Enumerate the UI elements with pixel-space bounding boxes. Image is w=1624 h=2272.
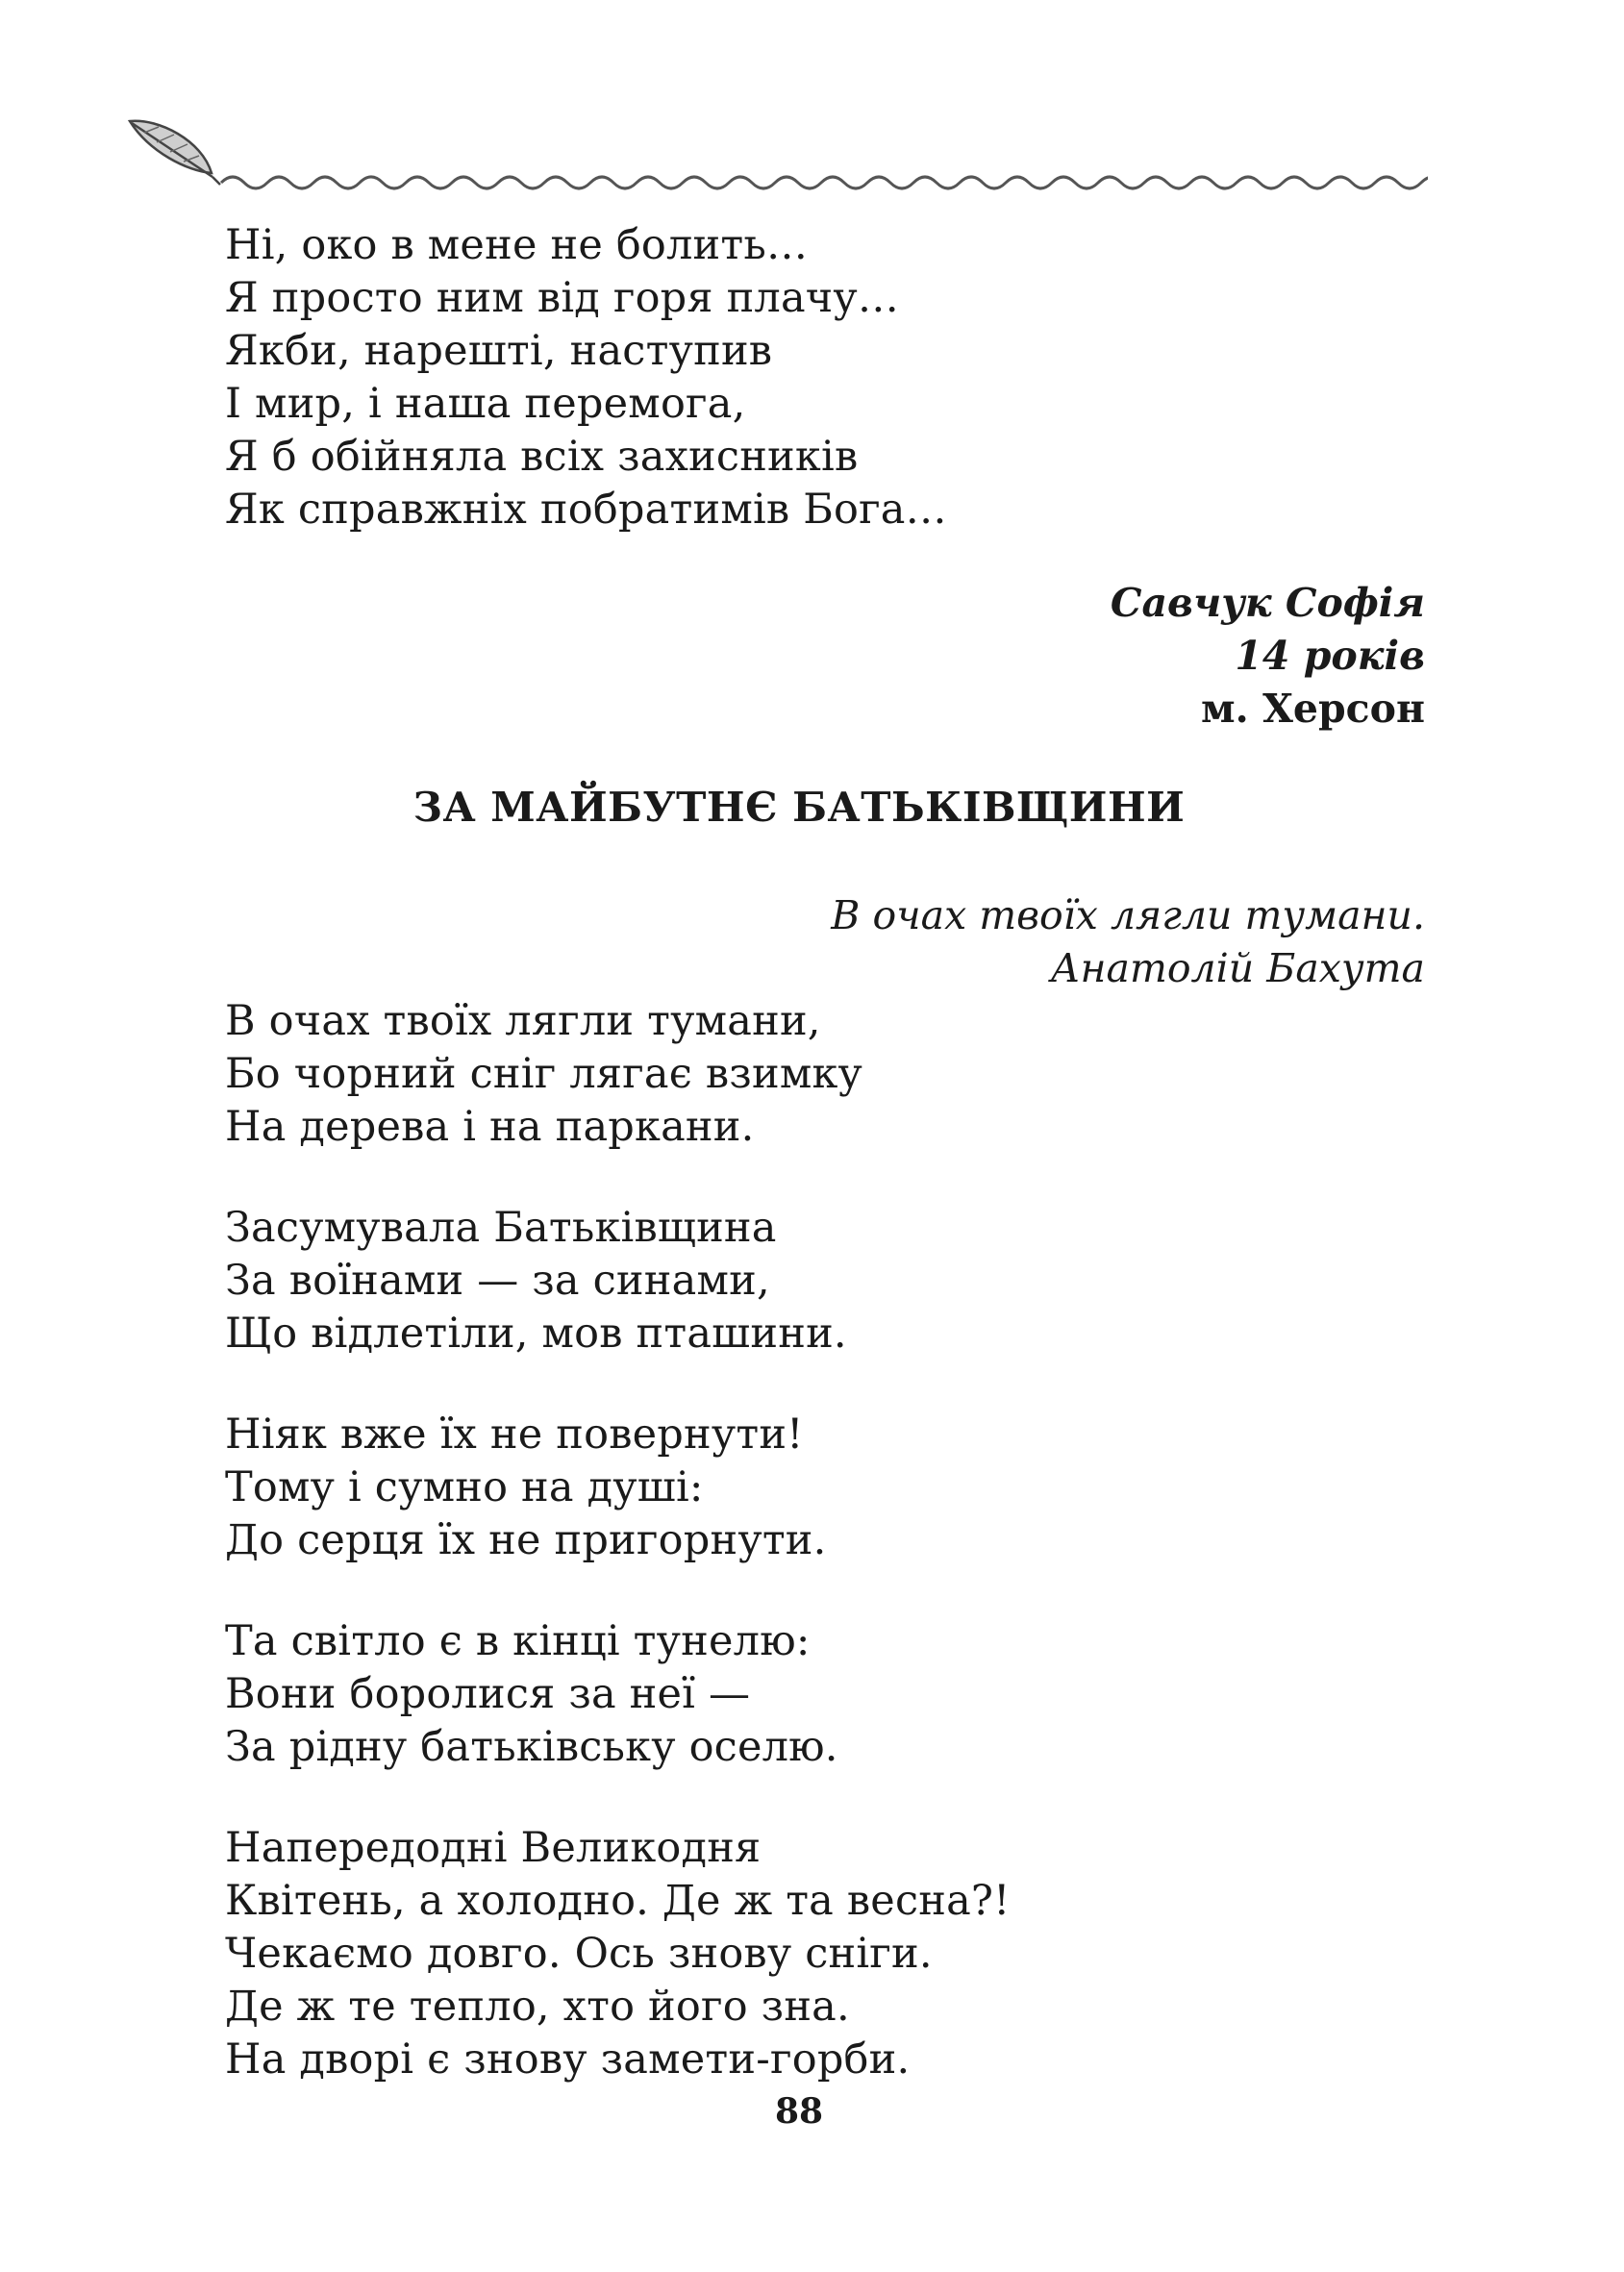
poem-line: Бо чорний сніг лягає взимку (225, 1050, 863, 1098)
author-name: Савчук Софія (1110, 580, 1425, 626)
poem-line: Засумувала Батьківщина (225, 1204, 777, 1252)
poem-line: Напередодні Великодня (225, 1824, 762, 1872)
poem-title: ЗА МАЙБУТНЄ БАТЬКІВЩИНИ (412, 784, 1186, 831)
poem-line: Та світло є в кінці тунелю: (225, 1617, 811, 1665)
poem-line: Якби, нарешті, наступив (225, 327, 773, 375)
poem-line: Ніяк вже їх не повернути! (225, 1411, 804, 1459)
stanza-2 (225, 1202, 847, 1361)
author-signature (1111, 577, 1425, 736)
poem-line: До серця їх не пригорнути. (225, 1516, 827, 1564)
author-age: 14 років (1235, 633, 1425, 679)
epigraph-author: Анатолій Бахута (1050, 945, 1425, 991)
poem-line: І мир, і наша перемога, (225, 380, 746, 428)
poem-previous-ending (225, 219, 947, 537)
header-ornament (120, 113, 1428, 200)
stanza-4 (225, 1615, 838, 1774)
poem-line: Чекаємо довго. Ось знову сніги. (225, 1930, 933, 1978)
poem-line: На дворі є знову замети-горби. (225, 2035, 911, 2084)
poem-line: Тому і сумно на душі: (225, 1463, 704, 1511)
poem-line: Вони боролися за неї — (225, 1670, 751, 1718)
poem-line: За воїнами — за синами, (225, 1257, 770, 1305)
epigraph-text: В очах твоїх лягли тумани. (831, 892, 1425, 938)
stanza-5 (225, 1822, 1011, 2086)
wavy-divider (221, 177, 1428, 188)
feather-quill-icon (130, 121, 220, 185)
poem-line: Як справжніх побратимів Бога… (225, 486, 947, 534)
stanza-3 (225, 1409, 827, 1567)
poem-line: Я б обійняла всіх захисників (225, 433, 859, 481)
poem-line: Що відлетіли, мов пташини. (225, 1310, 847, 1358)
poem-line: В очах твоїх лягли тумани, (225, 997, 821, 1045)
poem-line: За рідну батьківську оселю. (225, 1723, 838, 1771)
stanza-1 (225, 995, 862, 1154)
page-number: 88 (774, 2091, 824, 2132)
poem-line: Квітень, а холодно. Де ж та весна?! (225, 1877, 1011, 1925)
poem-line: Ні, око в мене не болить… (225, 221, 809, 269)
poem-line: Де ж те тепло, хто його зна. (225, 1983, 850, 2031)
poem-line: Я просто ним від горя плачу… (225, 274, 900, 322)
epigraph (831, 889, 1425, 995)
poem-line: На дерева і на паркани. (225, 1103, 755, 1151)
author-city: м. Херсон (1200, 686, 1425, 732)
